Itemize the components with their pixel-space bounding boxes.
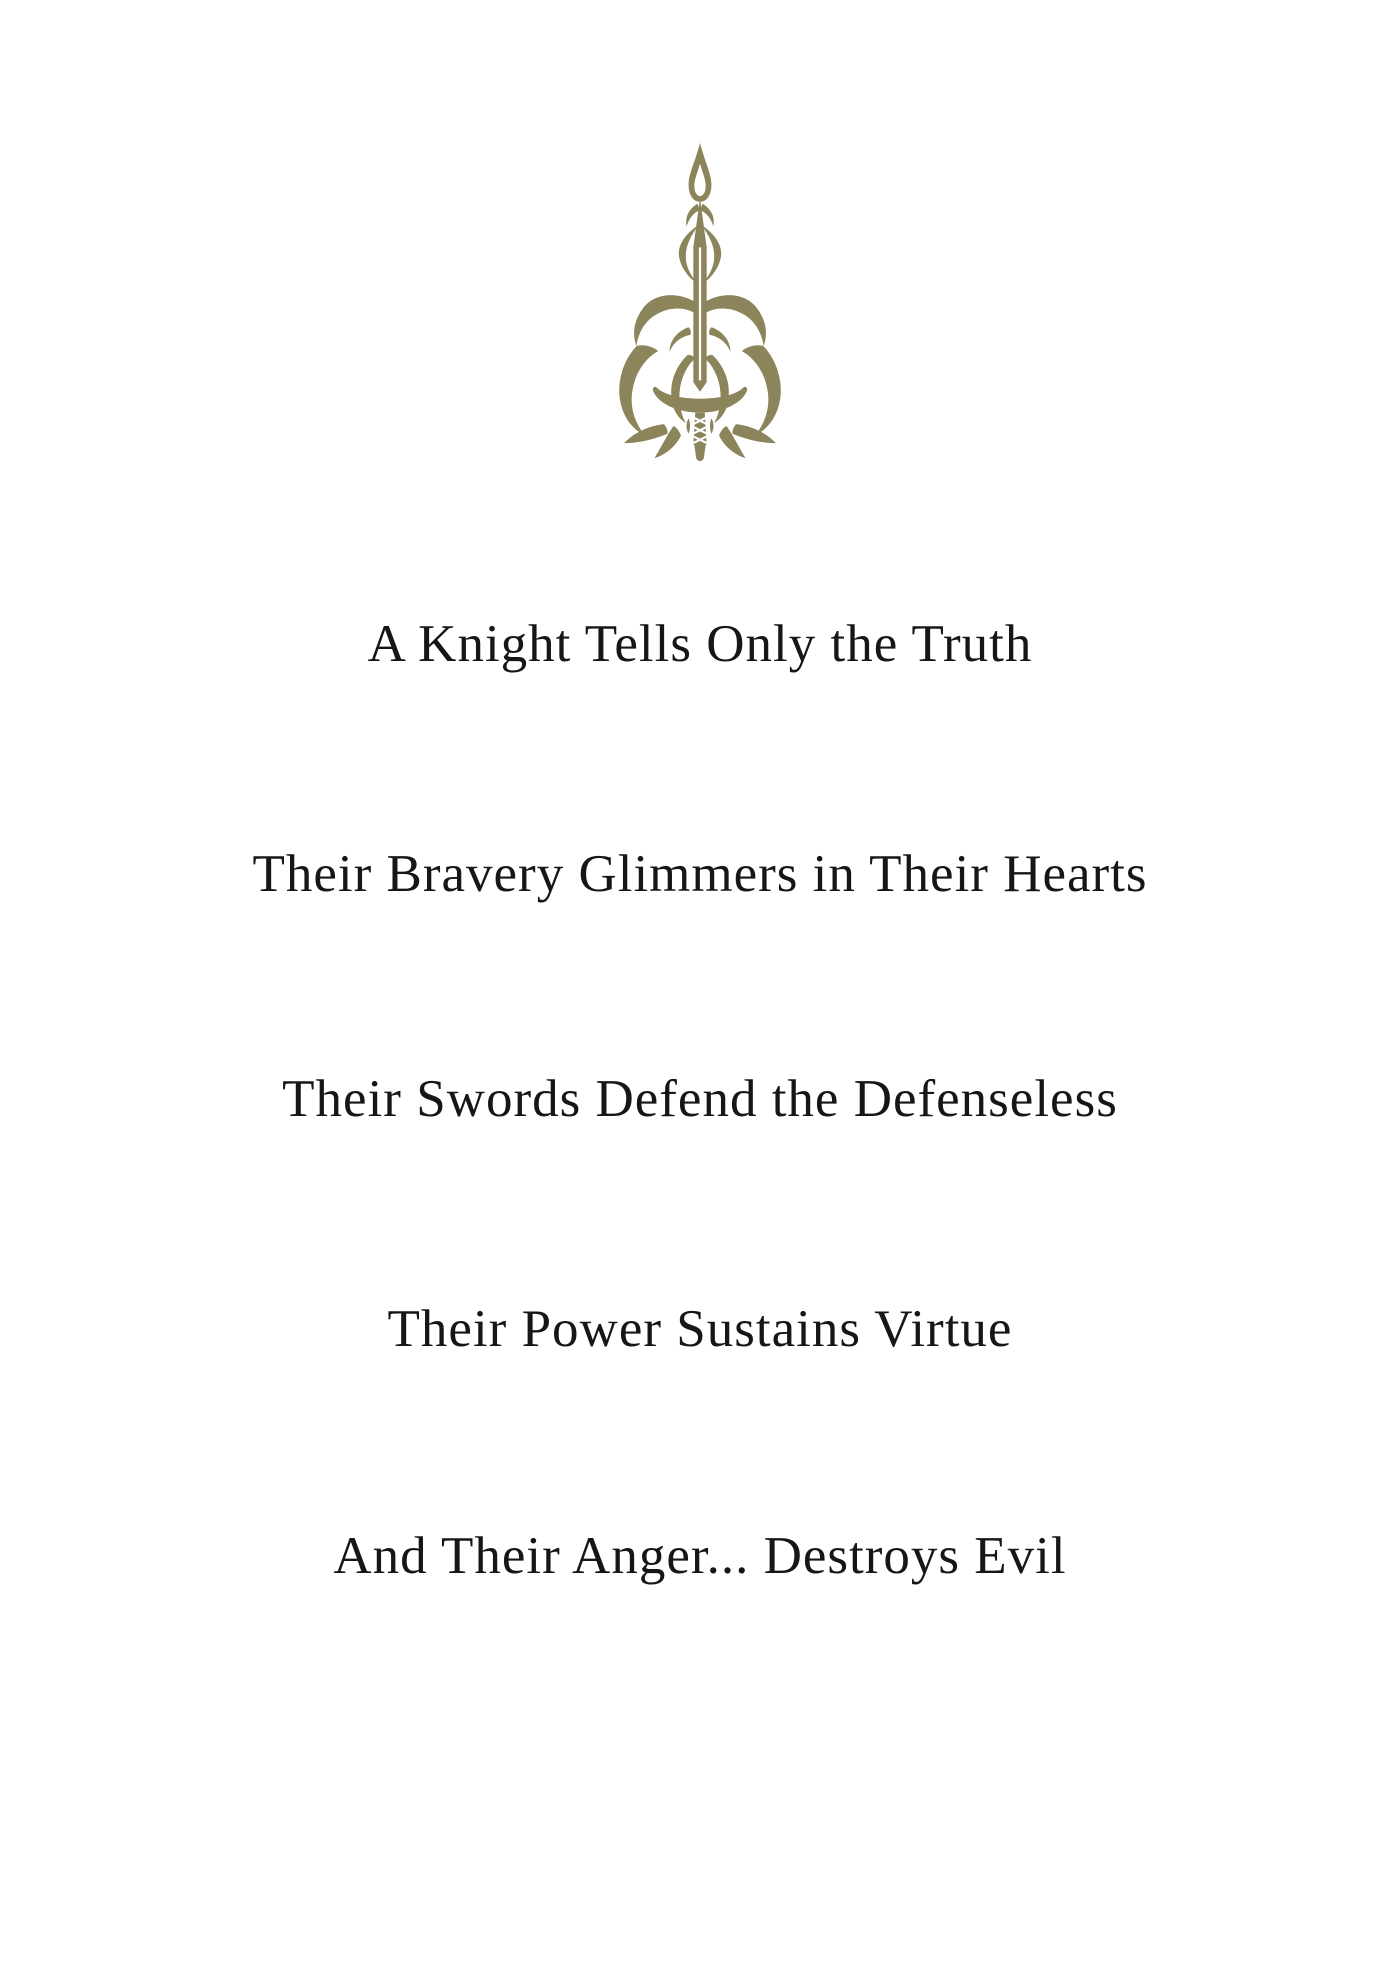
creed-line-power: Their Power Sustains Virtue — [387, 1300, 1013, 1358]
sword-emblem-icon — [605, 141, 795, 464]
creed-line-swords: Their Swords Defend the Defenseless — [282, 1070, 1118, 1128]
creed-line-anger: And Their Anger... Destroys Evil — [333, 1527, 1067, 1585]
creed-line-bravery: Their Bravery Glimmers in Their Hearts — [252, 845, 1148, 903]
creed-line-truth: A Knight Tells Only the Truth — [367, 615, 1033, 673]
